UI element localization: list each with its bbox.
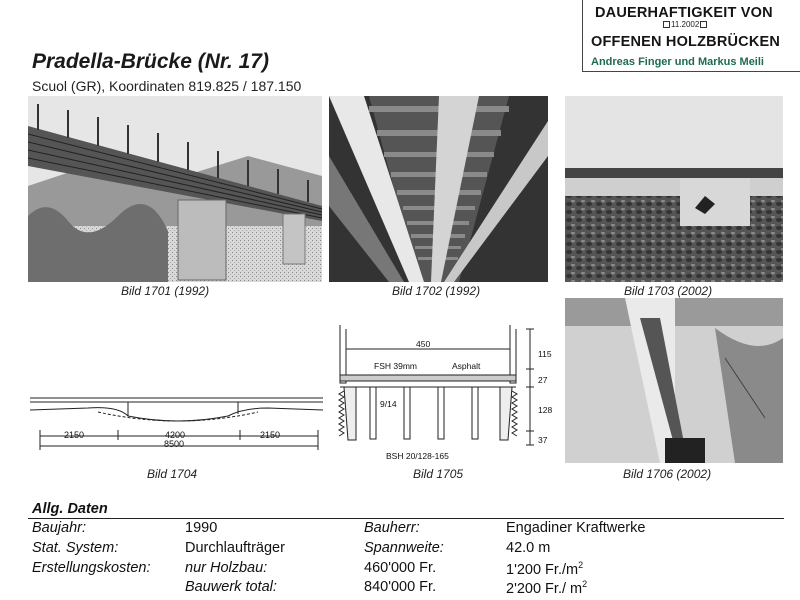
- label-asphalt: Asphalt: [452, 361, 481, 371]
- elevation-drawing: [28, 386, 328, 462]
- label-kosten: Erstellungskosten:: [32, 560, 151, 576]
- date-text: 11.2002: [671, 20, 700, 29]
- stamp-square-icon: [663, 21, 670, 28]
- value-bauherr: Engadiner Kraftwerke: [506, 520, 646, 536]
- caption-1702: Bild 1702 (1992): [392, 284, 481, 298]
- abutment-image: [565, 96, 783, 282]
- date-stamp: [662, 20, 708, 29]
- value-system: Durchlaufträger: [185, 540, 285, 556]
- dim-h4: 37: [538, 435, 548, 445]
- dim-right: 2150: [260, 430, 281, 440]
- dim-left: 2150: [64, 430, 85, 440]
- value-holzbau: 460'000 Fr.: [364, 560, 437, 576]
- cross-section-drawing: [330, 325, 555, 463]
- drawing-1705: [330, 325, 555, 463]
- dim-h3: 128: [538, 405, 553, 415]
- value-total-per-m2: 2'200 Fr./ $m^2$: [506, 579, 588, 597]
- label-spannweite: Spannweite:: [364, 540, 444, 556]
- label-bauwerk-total: Bauwerk total:: [185, 579, 277, 595]
- stamp-square-icon: [700, 21, 707, 28]
- caption-1706: Bild 1706 (2002): [623, 467, 712, 481]
- dim-h1: 115: [538, 349, 552, 359]
- label-baujahr: Baujahr:: [32, 520, 87, 536]
- value-spannweite: 42.0 m: [506, 540, 551, 556]
- header-authors: Andreas Finger und Markus Meili: [591, 56, 764, 68]
- label-system: Stat. System:: [32, 540, 119, 556]
- photo-1703: [565, 96, 783, 282]
- bridge-underside-image: [329, 96, 548, 282]
- publication-header: [582, 0, 800, 72]
- dim-total: 8500: [164, 439, 185, 449]
- label-bauherr: Bauherr:: [364, 520, 420, 536]
- section-divider: [28, 518, 784, 519]
- page-subtitle: Scuol (GR), Koordinaten 819.825 / 187.150: [32, 78, 302, 94]
- bridge-side-view-image: [28, 96, 322, 282]
- value-bauwerk-total: 840'000 Fr.: [364, 579, 437, 595]
- label-holzbau: nur Holzbau:: [185, 560, 268, 576]
- caption-1703: Bild 1703 (2002): [624, 284, 713, 298]
- dim-mid: 4200: [165, 430, 186, 440]
- caption-1705: Bild 1705: [413, 467, 464, 481]
- drawing-1704: [28, 386, 328, 462]
- dim-width: 450: [416, 339, 431, 349]
- label-post: 9/14: [380, 399, 397, 409]
- section-heading-general: Allg. Daten: [32, 501, 108, 517]
- caption-1704: Bild 1704: [147, 467, 198, 481]
- photo-1702: [329, 96, 548, 282]
- page-title: Pradella-Brücke (Nr. 17): [32, 50, 269, 73]
- value-holzbau-per-m2: 1'200 $Fr./m^2$: [506, 560, 584, 578]
- dim-h2: 27: [538, 375, 548, 385]
- detail-image: [565, 298, 783, 463]
- label-fsh: FSH 39mm: [374, 361, 417, 371]
- label-bsh: BSH 20/128-165: [386, 451, 449, 461]
- header-line2: OFFENEN HOLZBRÜCKEN: [591, 34, 781, 50]
- photo-1706: [565, 298, 783, 463]
- photo-1701: [28, 96, 322, 282]
- header-line1: DAUERHAFTIGKEIT VON: [595, 5, 773, 21]
- value-baujahr: 1990: [185, 520, 218, 536]
- caption-1701: Bild 1701 (1992): [121, 284, 210, 298]
